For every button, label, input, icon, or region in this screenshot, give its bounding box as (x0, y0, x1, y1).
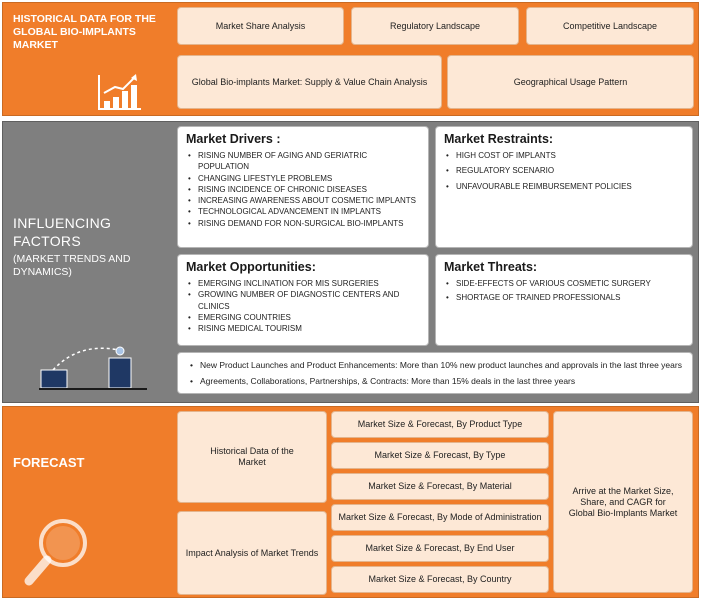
restraint-item: • REGULATORY SCENARIO (444, 165, 684, 176)
forecast-section (2, 406, 699, 598)
market-drivers-box (177, 126, 429, 248)
bar-chart-growth-icon (95, 73, 143, 113)
market-opportunities-heading: Market Opportunities: (186, 260, 316, 274)
threat-item: • SIDE-EFFECTS OF VARIOUS COSMETIC SURGERY (444, 278, 684, 289)
competitive-landscape-box: Competitive Landscape (526, 7, 694, 45)
historical-data-market-box: Historical Data of the Market (177, 411, 327, 503)
restraint-item: • HIGH COST OF IMPLANTS (444, 150, 684, 161)
market-restraints-heading: Market Restraints: (444, 132, 554, 146)
forecast-type-box: Market Size & Forecast, By Type (331, 442, 549, 469)
market-size-share-cagr-box: Arrive at the Market Size, Share, and CAGR for Global Bio-Implants Market (553, 411, 693, 593)
geographical-usage-box: Geographical Usage Pattern (447, 55, 694, 109)
market-restraints-box (435, 126, 693, 248)
forecast-product-type-box: Market Size & Forecast, By Product Type (331, 411, 549, 438)
driver-item: • RISING NUMBER OF AGING AND GERIATRIC POPULATION (186, 150, 420, 173)
impact-analysis-box: Impact Analysis of Market Trends (177, 511, 327, 595)
driver-item: • RISING DEMAND FOR NON-SURGICAL BIO-IMPLANTS (186, 218, 420, 229)
forecast-material-box: Market Size & Forecast, By Material (331, 473, 549, 500)
influencing-title: INFLUENCING FACTORS (13, 215, 112, 249)
opportunity-item: • GROWING NUMBER OF DIAGNOSTIC CENTERS AND CLINICS (186, 289, 420, 312)
regulatory-landscape-box: Regulatory Landscape (351, 7, 519, 45)
magnifier-icon (23, 515, 93, 587)
driver-item: • TECHNOLOGICAL ADVANCEMENT IN IMPLANTS (186, 206, 420, 217)
supply-value-chain-box: Global Bio-implants Market: Supply & Value Chain Analysis (177, 55, 442, 109)
influencing-factors-section (2, 121, 699, 403)
forecast-mode-admin-box: Market Size & Forecast, By Mode of Administration (331, 504, 549, 531)
threat-item: • SHORTAGE OF TRAINED PROFESSIONALS (444, 292, 684, 303)
market-threats-box (435, 254, 693, 346)
progress-jump-icon (39, 342, 149, 394)
driver-item: • RISING INCIDENCE OF CHRONIC DISEASES (186, 184, 420, 195)
forecast-end-user-box: Market Size & Forecast, By End User (331, 535, 549, 562)
influencing-subtitle: (MARKET TRENDS AND DYNAMICS) (13, 253, 131, 278)
forecast-title: FORECAST (13, 455, 85, 470)
developments-strip (177, 352, 693, 394)
historical-title: HISTORICAL DATA FOR THE GLOBAL BIO-IMPLANTS MARKET (13, 13, 156, 51)
development-item: • New Product Launches and Product Enhancements: More than 10% new product launches and approvals in the last three years (188, 357, 682, 373)
restraint-item: • UNFAVOURABLE REIMBURSEMENT POLICIES (444, 181, 684, 192)
driver-item: • CHANGING LIFESTYLE PROBLEMS (186, 173, 420, 184)
forecast-country-box: Market Size & Forecast, By Country (331, 566, 549, 593)
opportunity-item: • RISING MEDICAL TOURISM (186, 323, 420, 334)
driver-item: • INCREASING AWARENESS ABOUT COSMETIC IMPLANTS (186, 195, 420, 206)
opportunity-item: • EMERGING INCLINATION FOR MIS SURGERIES (186, 278, 420, 289)
development-item: • Agreements, Collaborations, Partnerships, & Contracts: More than 15% deals in the last three years (188, 373, 682, 389)
market-opportunities-box (177, 254, 429, 346)
market-threats-heading: Market Threats: (444, 260, 538, 274)
historical-data-section (2, 2, 699, 116)
opportunity-item: • EMERGING COUNTRIES (186, 312, 420, 323)
market-share-analysis-box: Market Share Analysis (177, 7, 344, 45)
market-drivers-heading: Market Drivers : (186, 132, 281, 146)
